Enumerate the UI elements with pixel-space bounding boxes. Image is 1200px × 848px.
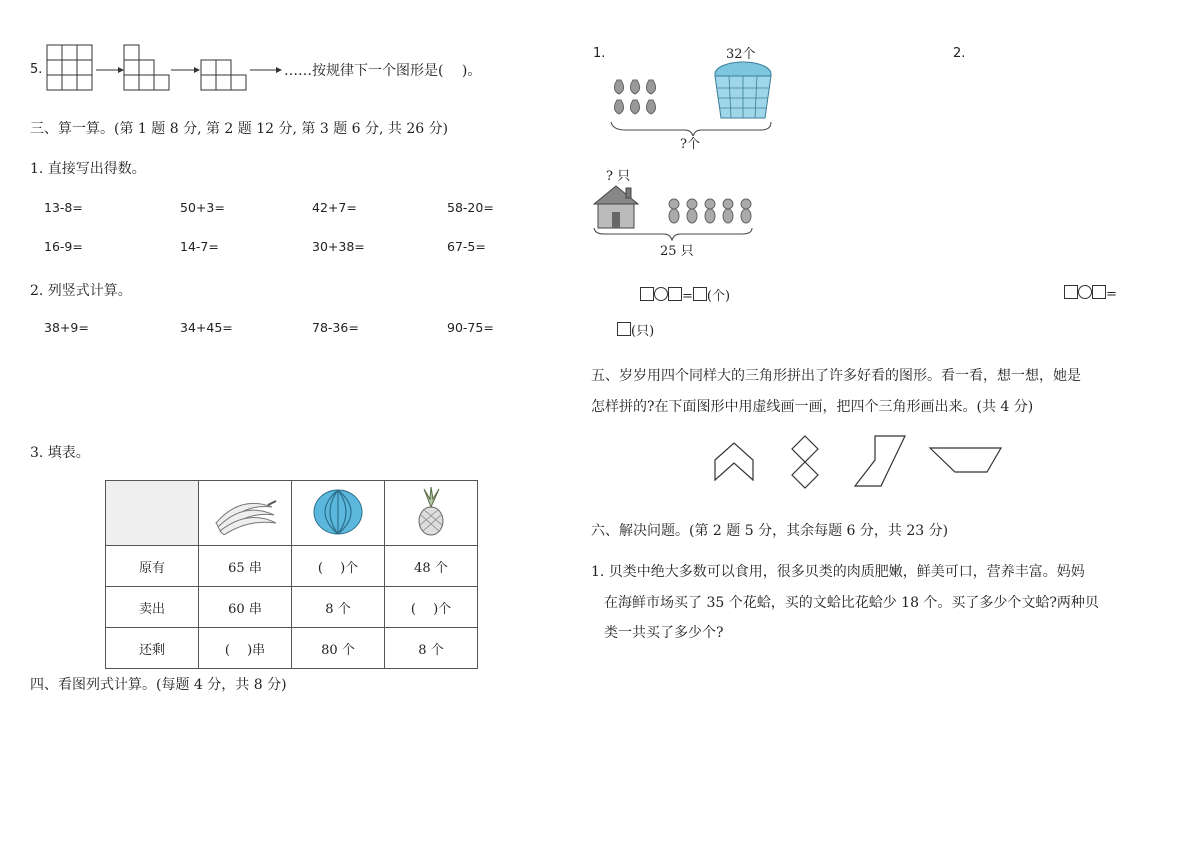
section5-line1: 五、岁岁用四个同样大的三角形拼出了许多好看的图形。看一看，想一想，她是 bbox=[591, 368, 1081, 384]
house-icon bbox=[594, 186, 638, 228]
calc-2-2: 14-7= bbox=[180, 239, 219, 254]
calc-2-1: 16-9= bbox=[44, 239, 83, 254]
vcalc-3: 78-36= bbox=[312, 320, 359, 335]
table-cell: 80 个 bbox=[292, 628, 385, 669]
section6-q1-line3: 类一共买了多少个? bbox=[604, 625, 724, 641]
shape-diamond-bottom bbox=[792, 462, 818, 488]
banana-icon bbox=[210, 487, 280, 535]
table-row bbox=[106, 546, 478, 587]
shape-diamond-top bbox=[792, 436, 818, 462]
shape-chevron bbox=[715, 443, 753, 480]
triangle-shapes bbox=[705, 430, 1010, 492]
table-cell: ( )串 bbox=[199, 628, 292, 669]
calc-1-1: 13-8= bbox=[44, 200, 83, 215]
q3-title: 3. 填表。 bbox=[30, 445, 90, 461]
pears-basket-illustration bbox=[605, 58, 780, 136]
q5-text: ……按规律下一个图形是( )。 bbox=[284, 63, 482, 79]
pattern-figure-1 bbox=[47, 45, 92, 90]
table-corner-cell bbox=[106, 481, 199, 546]
picture-1-bottom-label: ?个 bbox=[680, 137, 700, 152]
table-row bbox=[106, 628, 478, 669]
answer-box[interactable] bbox=[617, 322, 631, 336]
pineapple-cell bbox=[385, 481, 478, 546]
equation-1-unit: (个) bbox=[706, 289, 731, 304]
section6-title: 六、解决问题。(第 2 题 5 分，其余每题 6 分，共 23 分) bbox=[591, 523, 949, 539]
vcalc-2: 34+45= bbox=[180, 320, 233, 335]
table-row bbox=[106, 587, 478, 628]
equation-template-1: = (个) bbox=[640, 285, 730, 304]
section5-line2: 怎样拼的?在下面图形中用虚线画一画，把四个三角形画出来。(共 4 分) bbox=[591, 399, 1034, 415]
equation-template-2-cont bbox=[617, 320, 654, 339]
row-label-remaining: 还剩 bbox=[106, 628, 199, 669]
picture-3-top-label: ? 只 bbox=[606, 169, 631, 184]
answer-box[interactable] bbox=[1064, 285, 1078, 299]
q2-title: 2. 列竖式计算。 bbox=[30, 283, 132, 299]
answer-box[interactable] bbox=[1092, 285, 1106, 299]
table-header-row bbox=[106, 481, 478, 546]
table-cell: 60 串 bbox=[199, 587, 292, 628]
pear-icon bbox=[614, 80, 655, 114]
table-cell: 8 个 bbox=[292, 587, 385, 628]
pattern-figures bbox=[44, 42, 314, 92]
vcalc-1: 38+9= bbox=[44, 320, 89, 335]
watermelon-cell bbox=[292, 481, 385, 546]
house-monkeys-illustration bbox=[592, 180, 762, 244]
banana-cell bbox=[199, 481, 292, 546]
calc-1-4: 58-20= bbox=[447, 200, 494, 215]
picture-1-top-label: 32个 bbox=[726, 47, 756, 62]
picture-3-bottom-label: 25 只 bbox=[660, 244, 694, 259]
pineapple-icon bbox=[406, 485, 456, 537]
operator-circle[interactable] bbox=[1078, 285, 1092, 299]
section4-title: 四、看图列式计算。(每题 4 分，共 8 分) bbox=[30, 677, 287, 693]
picture-1-number: 1. bbox=[593, 46, 606, 61]
section6-q1-line1: 1. 贝类中绝大多数可以食用，很多贝类的肉质肥嫩，鲜美可口，营养丰富。妈妈 bbox=[591, 564, 1085, 580]
calc-2-4: 67-5= bbox=[447, 239, 486, 254]
picture-2-number: 2. bbox=[953, 46, 966, 61]
answer-box[interactable] bbox=[693, 287, 707, 301]
table-cell: ( )个 bbox=[385, 587, 478, 628]
section6-q1-line2: 在海鲜市场买了 35 个花蛤，买的文蛤比花蛤少 18 个。买了多少个文蛤?两种贝 bbox=[604, 595, 1099, 611]
calc-2-3: 30+38= bbox=[312, 239, 365, 254]
table-cell: ( )个 bbox=[292, 546, 385, 587]
table-cell: 8 个 bbox=[385, 628, 478, 669]
calc-1-2: 50+3= bbox=[180, 200, 225, 215]
section3-title: 三、算一算。(第 1 题 8 分, 第 2 题 12 分, 第 3 题 6 分, 共 26 分) bbox=[30, 121, 449, 137]
equation-template-2: = bbox=[1064, 285, 1117, 302]
calc-1-3: 42+7= bbox=[312, 200, 357, 215]
watermelon-icon bbox=[308, 486, 368, 536]
basket-icon bbox=[715, 62, 771, 118]
equation-2-unit: (只) bbox=[631, 324, 655, 339]
table-cell: 48 个 bbox=[385, 546, 478, 587]
vcalc-4: 90-75= bbox=[447, 320, 494, 335]
fill-table bbox=[105, 480, 478, 669]
answer-box[interactable] bbox=[640, 287, 654, 301]
row-label-sold: 卖出 bbox=[106, 587, 199, 628]
shape-zigzag bbox=[855, 436, 905, 486]
table-cell: 65 串 bbox=[199, 546, 292, 587]
row-label-original: 原有 bbox=[106, 546, 199, 587]
shape-trapezoid bbox=[930, 448, 1001, 472]
monkey-icon bbox=[669, 199, 751, 223]
operator-circle[interactable] bbox=[654, 287, 668, 301]
q1-title: 1. 直接写出得数。 bbox=[30, 161, 146, 177]
answer-box[interactable] bbox=[668, 287, 682, 301]
pattern-figure-3 bbox=[201, 60, 246, 90]
pattern-figure-2 bbox=[124, 45, 169, 90]
q5-number: 5. bbox=[30, 62, 43, 77]
